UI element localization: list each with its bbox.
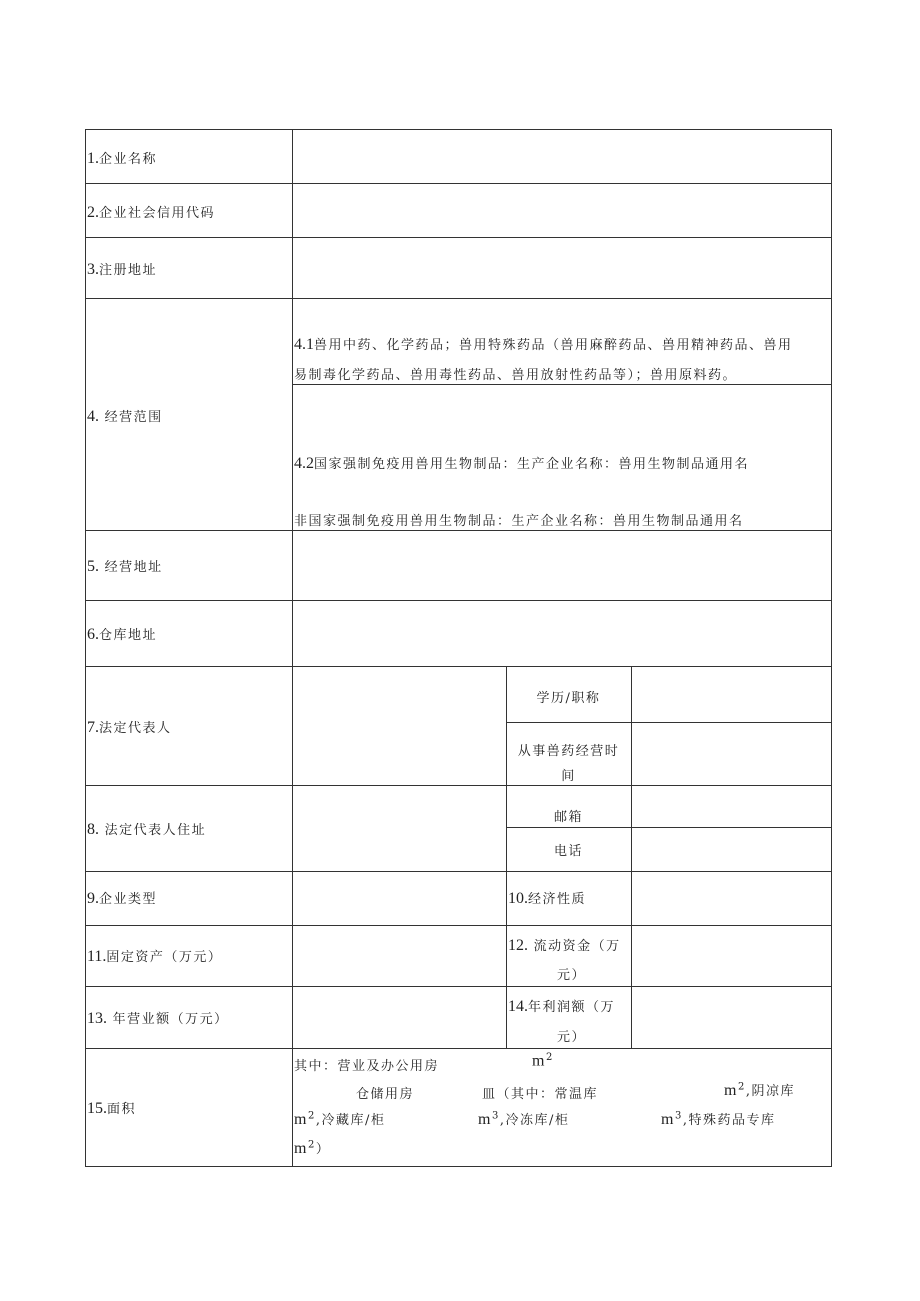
area-office-unit: $m^2$: [532, 1052, 554, 1070]
years-in-business-label-cont: 间: [561, 769, 576, 784]
area-label: 15.面积: [87, 1100, 137, 1117]
annual-profit-field[interactable]: [632, 987, 831, 1048]
scope-4-2-line2: 非国家强制免疫用兽用生物制品：生产企业名称：兽用生物制品通用名: [294, 514, 744, 529]
fixed-assets-field[interactable]: [293, 926, 506, 986]
scope-4-1-line1: 4.1兽用中药、化学药品；兽用特殊药品（兽用麻醉药品、兽用精神药品、兽用: [294, 336, 793, 353]
email-field[interactable]: [632, 786, 831, 827]
area-office-line: 其中：营业及办公用房: [294, 1059, 440, 1074]
business-scope-label: 4. 经营范围: [87, 408, 163, 425]
credit-code-label: 2.企业社会信用代码: [87, 204, 216, 221]
row-divider: [85, 1048, 832, 1049]
fixed-assets-label: 11.固定资产（万元）: [87, 948, 223, 965]
business-address-field[interactable]: [293, 531, 831, 600]
credit-code-field[interactable]: [293, 184, 831, 237]
row-divider: [292, 384, 832, 385]
annual-profit-label: 14.年利润额（万: [508, 998, 616, 1015]
annual-profit-label-cont: 元）: [557, 1030, 587, 1045]
area-cold-storage-unit: $m^2$,冷藏库/柜: [294, 1110, 386, 1128]
economic-nature-label: 10.经济性质: [508, 890, 587, 907]
years-in-business-label: 从事兽药经营时: [517, 744, 620, 759]
legal-rep-address-field[interactable]: [293, 786, 506, 871]
area-storage-mid: 皿（其中：常温库: [482, 1087, 599, 1102]
years-in-business-field[interactable]: [632, 723, 831, 785]
area-cool-storage: $m^2$,阴凉库: [724, 1081, 795, 1099]
warehouse-address-field[interactable]: [293, 601, 831, 666]
company-type-field[interactable]: [293, 872, 506, 925]
education-title-label: 学历/职称: [536, 691, 601, 706]
education-title-field[interactable]: [632, 667, 831, 722]
row-divider: [85, 298, 832, 299]
area-freezer-unit: $m^3$,冷冻库/柜: [478, 1110, 570, 1128]
legal-rep-label: 7.法定代表人: [87, 719, 172, 736]
legal-rep-field[interactable]: [293, 667, 506, 785]
working-capital-field[interactable]: [632, 926, 831, 986]
registered-address-field[interactable]: [293, 238, 831, 298]
warehouse-address-label: 6.仓库地址: [87, 626, 158, 643]
legal-rep-address-label: 8. 法定代表人住址: [87, 821, 207, 838]
phone-label: 电话: [553, 844, 583, 859]
working-capital-label-cont: 元）: [557, 968, 587, 983]
area-storage-label: 仓储用房: [356, 1087, 415, 1102]
economic-nature-field[interactable]: [632, 872, 831, 925]
column-divider: [506, 871, 507, 1048]
company-type-label: 9.企业类型: [87, 890, 158, 907]
email-label: 邮箱: [553, 810, 583, 825]
annual-revenue-label: 13. 年营业额（万元）: [87, 1010, 229, 1027]
area-special-end: $m^2$）: [294, 1139, 331, 1157]
company-name-field[interactable]: [293, 130, 831, 183]
area-special-unit: $m^3$,特殊药品专库: [661, 1110, 776, 1128]
working-capital-label: 12. 流动资金（万: [508, 937, 621, 954]
scope-4-2-line1: 4.2国家强制免疫用兽用生物制品：生产企业名称：兽用生物制品通用名: [294, 455, 750, 472]
registered-address-label: 3.注册地址: [87, 261, 158, 278]
phone-field[interactable]: [632, 828, 831, 871]
company-name-label: 1.企业名称: [87, 150, 158, 167]
annual-revenue-field[interactable]: [293, 987, 506, 1048]
business-address-label: 5. 经营地址: [87, 558, 163, 575]
scope-4-1-line2: 易制毒化学药品、兽用毒性药品、兽用放射性药品等）；兽用原料药。: [294, 368, 738, 383]
